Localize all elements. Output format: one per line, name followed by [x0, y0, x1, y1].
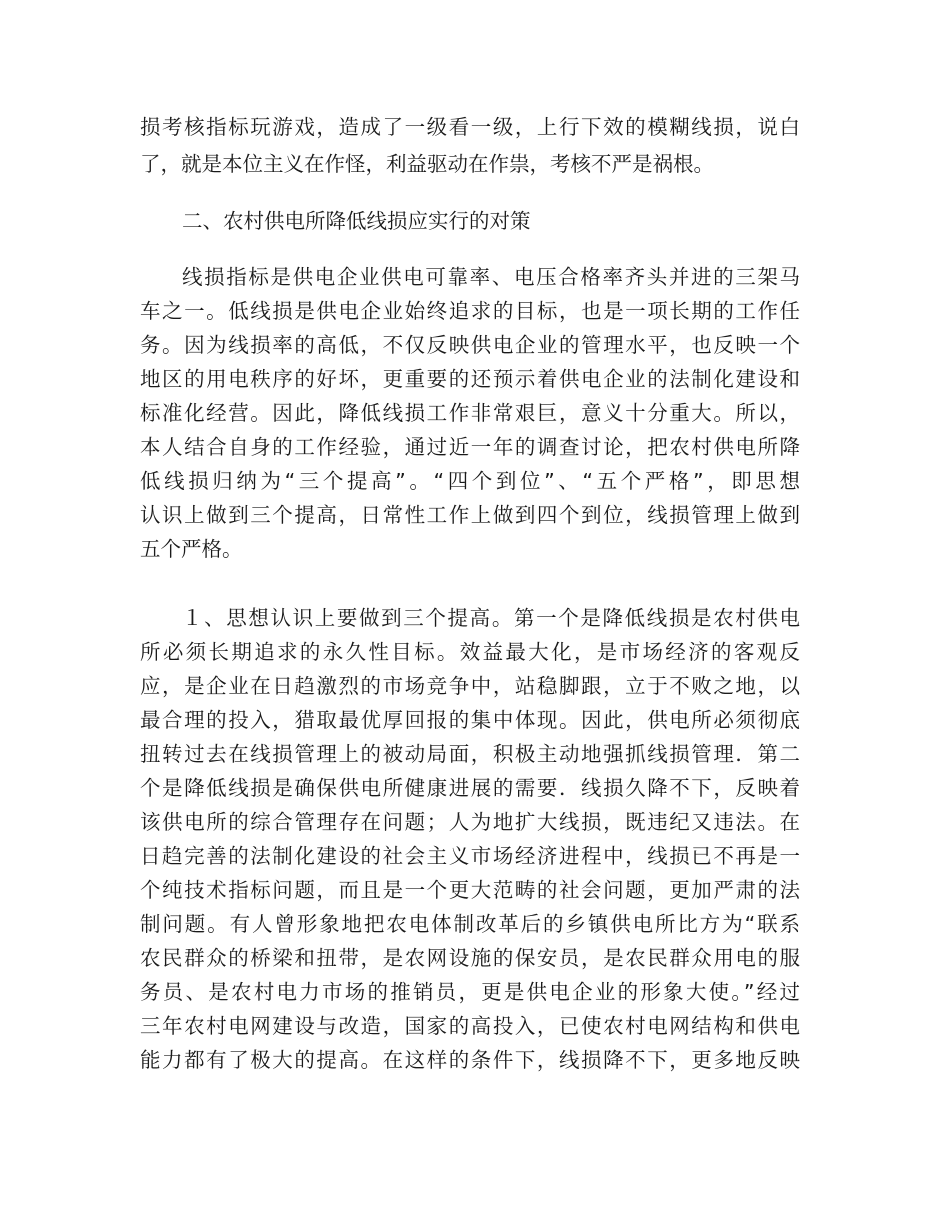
paragraph-line: 五个严格。	[140, 537, 243, 561]
paragraph-line: １、思想认识上要做到三个提高。第一个是降低线损是农村供电	[182, 606, 800, 630]
paragraph-line: 日趋完善的法制化建设的社会主义市场经济进程中，线损已不再是一	[140, 844, 800, 868]
paragraph-line: 车之一。低线损是供电企业始终追求的目标，也是一项长期的工作任	[140, 299, 800, 323]
paragraph-line: 认识上做到三个提高，日常性工作上做到四个到位，线损管理上做到	[140, 503, 800, 527]
paragraph-line: 个是降低线损是确保供电所健康进展的需要．线损久降不下，反映着	[140, 776, 800, 800]
paragraph-line: 三年农村电网建设与改造，国家的高投入，已使农村电网结构和供电	[140, 1014, 800, 1038]
paragraph-line: 最合理的投入，猎取最优厚回报的集中体现。因此，供电所必须彻底	[140, 708, 800, 732]
paragraph-line: 农民群众的桥梁和扭带，是农网设施的保安员，是农民群众用电的服	[140, 946, 800, 970]
paragraph-line: 扭转过去在线损管理上的被动局面，积极主动地强抓线损管理．第二	[140, 742, 800, 766]
paragraph-line: 该供电所的综合管理存在问题；人为地扩大线损，既违纪又违法。在	[140, 810, 800, 834]
paragraph-line: 务员、是农村电力市场的推销员，更是供电企业的形象大使。”经过	[140, 980, 800, 1004]
paragraph-line: 损考核指标玩游戏，造成了一级看一级，上行下效的模糊线损，说白	[140, 115, 800, 139]
paragraph-line: 制问题。有人曾形象地把农电体制改革后的乡镇供电所比方为“联系	[140, 912, 800, 936]
section-heading: 二、农村供电所降低线损应实行的对策	[182, 209, 531, 233]
paragraph-line: 应，是企业在日趋激烈的市场竞争中，站稳脚跟，立于不败之地，以	[140, 674, 800, 698]
paragraph-line: 个纯技术指标问题，而且是一个更大范畴的社会问题，更加严肃的法	[140, 878, 800, 902]
paragraph-line: 本人结合自身的工作经验，通过近一年的调查讨论，把农村供电所降	[140, 435, 800, 459]
paragraph-line: 所必须长期追求的永久性目标。效益最大化，是市场经济的客观反	[140, 640, 800, 664]
paragraph-line: 线损指标是供电企业供电可靠率、电压合格率齐头并进的三架马	[182, 265, 800, 289]
paragraph-line: 地区的用电秩序的好坏，更重要的还预示着供电企业的法制化建设和	[140, 367, 800, 391]
paragraph-line: 低线损归纳为“三个提高”。“四个到位”、“五个严格”，即思想	[140, 469, 800, 493]
paragraph-line: 标准化经营。因此，降低线损工作非常艰巨，意义十分重大。所以，	[140, 401, 800, 425]
paragraph-line: 能力都有了极大的提高。在这样的条件下，线损降不下，更多地反映	[140, 1048, 800, 1072]
paragraph-line: 务。因为线损率的高低，不仅反映供电企业的管理水平，也反映一个	[140, 333, 800, 357]
paragraph-line: 了，就是本位主义在作怪，利益驱动在作祟，考核不严是祸根。	[140, 152, 714, 176]
